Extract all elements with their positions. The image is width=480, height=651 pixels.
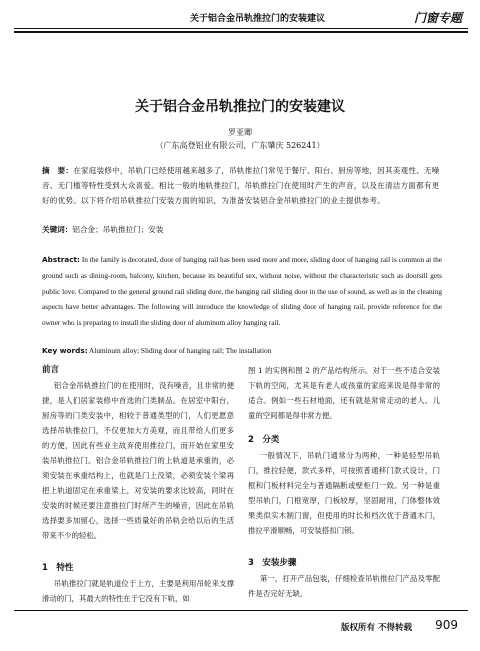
keywords-en-label: Key words:	[42, 346, 88, 355]
author: 罗亚卿	[228, 128, 252, 137]
column-name: 门窗专题	[413, 11, 462, 25]
abstract-en-text: In the family is decorated, door of hanging rail has been used more and more, sliding door of hanging rail is common at the ground such as dining-room, balcony, kitchen, because its beautiful sex, without noise, without the characteristic such as doorsill gets public love. Compared to the general ground rail sliding door, the hanging rail sliding door in the use of sound, as well as in the cleaning aspects have better advantages. The following will introduce the knowledge of sliding door of hanging rail, provide reference for the owner who is preparing to install the sliding door of aluminum alloy hanging rail.	[42, 255, 443, 328]
column-left	[42, 363, 234, 606]
header-rule	[14, 28, 468, 29]
keywords-cn-text: 铝合金；吊轨推拉门；安装	[72, 225, 164, 234]
header-rule-thick	[14, 31, 468, 33]
copyright-notice: 版权所有 不得转载	[341, 623, 412, 633]
abstract-cn-label: 摘 要：	[42, 166, 74, 175]
page-footer	[14, 610, 468, 634]
paragraph-1: 吊轨推拉门就是轨道位于上方，主要是利用吊轮来支撑滑动的门，其最大的特性在于它没有下轨，如	[42, 579, 234, 603]
abstract-en	[42, 252, 442, 331]
page-header	[14, 8, 468, 32]
paragraph-2: 一般情况下，吊轨门通常分为两种，一种是轻型吊轨门，推拉轻便，款式多样，可按照普通移门款式设计，门框和门板材料完全与普通隔断或壁柜门一致。另一种是重型吊轨门，门框宽厚，门板较厚，坚固耐用，门体整体效果类似实木制门窗，但使用的时长和档次优于普通木门，推拉平滑顺畅，可安装搭扣门锁。	[248, 451, 440, 535]
section-heading-2: 2 分类	[248, 435, 280, 445]
abstract-cn	[42, 163, 442, 208]
keywords-cn-label: 关键词：	[42, 225, 73, 234]
keywords-en-text: Aluminum alloy; Sliding door of hanging rail; The installation	[89, 346, 272, 355]
section-heading-preface: 前言	[42, 365, 60, 375]
article-title: 关于铝合金吊轨推拉门的安装建议	[135, 99, 345, 115]
keywords-en	[42, 345, 442, 357]
running-title: 关于铝合金吊轨推拉门的安装建议	[190, 14, 326, 24]
keywords-cn	[42, 223, 442, 237]
column-right	[248, 363, 440, 601]
section-heading-1: 1 特性	[42, 563, 74, 573]
abstract-cn-text: 在家庭装修中，吊轨门已经使用越来越多了，吊轨推拉门常见于餐厅、阳台、厨房等地，因其美观性、无噪音、无门槛等特性受到大众喜爱。相比一般的地轨推拉门，吊轨推拉门在使用时产生的声音，以及在清洁方面都有更好的优势。以下将介绍吊轨推拉门安装方面的知识，为准备安装铝合金吊轨推拉门的业主提供参考。	[42, 166, 440, 205]
section-heading-3: 3 安装步骤	[248, 558, 297, 568]
abstract-en-label: Abstract:	[42, 255, 80, 264]
paragraph-1-continued: 图 1 的实例和图 2 的产品结构所示。对于一些不适合安装下轨的空间，尤其是有老人或孩童的家庭来说是得非常的适合。例如一些石材地面，还有就是常常走动的老人、儿童的空间都是得非常方便。	[248, 366, 440, 420]
affiliation: （广东高登铝业有限公司，广东肇庆 526241）	[155, 141, 325, 150]
paragraph-preface: 铝合金吊轨推拉门的在使用时，没有噪音，且非常的便捷，是人们居家装修中首选的门类制品。在居室中阳台，厨房等的门类安装中，相较于普通类型的门，人们更愿意选择吊轨推拉门，不仅更加大方美观，而且带给人们更多的方便，因此有些业主故弃使用推拉门，而开始在家里安装吊轨推拉门。铝合金吊轨推拉门的上轨道是承重的，必须安装在承重结构上，也就是门上没梁，必须安装个梁再把上轨道固定在承重梁上，对安装的要求比较高，同时在安装的时候还要注意推拉门时所产生的噪音，因此在吊轨选择要多加留心，选择一些质量好的吊轨会给以后的生活带来不少的轻松。	[42, 381, 234, 540]
footer-rule	[14, 610, 468, 611]
page-number: 909	[435, 618, 458, 632]
paragraph-3: 第一，打开产品包装，仔细检查吊轨推拉门产品及零配件是否完好无缺。	[248, 574, 440, 598]
